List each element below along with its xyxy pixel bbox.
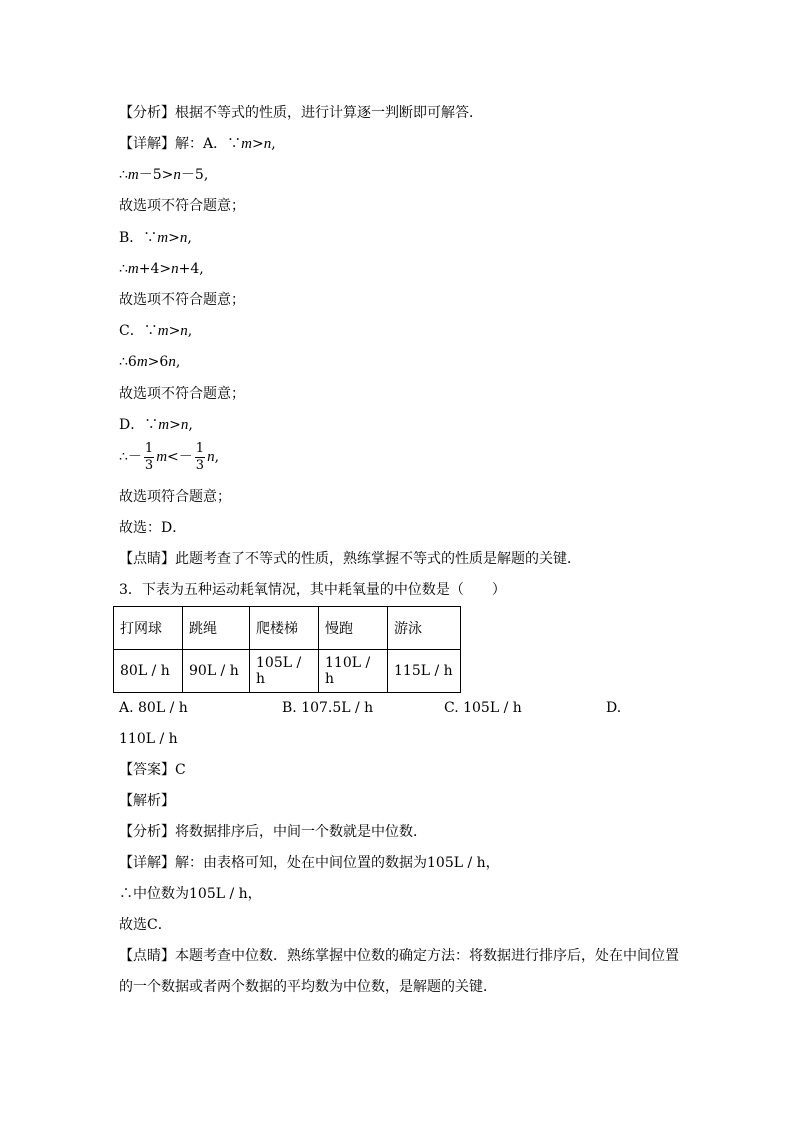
text: ∴ (119, 167, 128, 183)
text: 解：由表格可知，处在中间位置的数据为105L / h， (175, 855, 500, 871)
oxygen-table (113, 606, 461, 693)
answer-line (119, 760, 186, 780)
table-cell: 跳绳 (183, 607, 250, 650)
tag: 【分析】 (119, 105, 175, 121)
var-n: n (180, 417, 189, 433)
conclusion-line: 故选项不符合题意； (119, 198, 245, 214)
var-m: m (157, 323, 169, 339)
option-d: D. (606, 700, 622, 716)
step-line (119, 165, 208, 185)
text: , (271, 136, 276, 152)
text: 将数据排序后，中间一个数就是中位数． (175, 824, 427, 840)
var-n: n (180, 323, 188, 339)
op: > (168, 230, 180, 246)
detail-line-d (119, 415, 193, 435)
var-n: n (171, 261, 179, 277)
tag: 【点睛】 (119, 948, 175, 964)
text: 解：A．∵ (175, 136, 242, 152)
text: ∴ (119, 261, 128, 277)
table-cell: 80L / h (114, 650, 183, 693)
op: > (169, 417, 181, 433)
tag: 【分析】 (119, 824, 175, 840)
step-line-fraction (119, 440, 219, 474)
fraction (144, 441, 154, 474)
text: , (187, 323, 193, 339)
var-m: m (158, 417, 170, 433)
text: －5> (138, 167, 174, 183)
var-m: m (156, 449, 168, 465)
table-cell: 爬楼梯 (250, 607, 319, 650)
text: +4, (178, 261, 204, 277)
var-n: n (207, 449, 215, 465)
var-m: m (127, 261, 139, 277)
op: > (251, 136, 264, 152)
text: ∴6 (119, 354, 137, 370)
option-d-value: 110L / h (119, 731, 178, 747)
var-n: n (263, 136, 272, 152)
numerator: 1 (195, 440, 205, 456)
var-n: n (168, 354, 176, 370)
comment-line (119, 946, 679, 966)
text: +4> (138, 261, 172, 277)
answer-line: 故选C． (119, 917, 172, 933)
table-cell: 110L / h (319, 650, 388, 693)
text: , (175, 354, 181, 370)
table-row (114, 650, 461, 693)
text: 此题考查了不等式的性质，熟练掌握不等式的性质是解题的关键． (175, 551, 581, 567)
tag: 【点睛】 (119, 551, 175, 567)
text: , (188, 417, 193, 433)
denominator: 3 (144, 457, 154, 473)
option-b: B. 107.5L / h (282, 700, 374, 716)
var-m: m (157, 230, 169, 246)
text: <－ (167, 449, 193, 465)
text: , (187, 230, 192, 246)
table-cell: 115L / h (388, 650, 461, 693)
detail-line-a (119, 134, 276, 154)
comment-line-cont: 的一个数据或者两个数据的平均数为中位数，是解题的关键． (119, 979, 497, 995)
table-header-row (114, 607, 461, 650)
step-line (119, 259, 204, 279)
detail-line-b (119, 228, 192, 248)
tag: 【详解】 (119, 136, 175, 152)
answer-value: C (175, 762, 186, 778)
conclusion-line: 故选项不符合题意； (119, 386, 245, 402)
denominator: 3 (195, 457, 205, 473)
question-stem: 3．下表为五种运动耗氧情况，其中耗氧量的中位数是（ ） (119, 582, 506, 598)
var-n: n (179, 230, 188, 246)
option-c: C. 105L / h (444, 700, 522, 716)
comment-line (119, 549, 581, 569)
detail-line (119, 853, 500, 873)
text: －5, (180, 167, 209, 183)
op: > (168, 323, 181, 339)
table-cell: 慢跑 (319, 607, 388, 650)
tag: 【详解】 (119, 855, 175, 871)
text: D．∵ (119, 417, 159, 433)
text: >6 (147, 354, 169, 370)
answer-line: 故选：D． (119, 520, 187, 536)
var-m: m (241, 136, 252, 152)
text: 根据不等式的性质，进行计算逐一判断即可解答． (175, 105, 483, 121)
text: , (214, 449, 220, 465)
option-a: A. 80L / h (119, 700, 188, 716)
table-cell: 游泳 (388, 607, 461, 650)
fraction (195, 441, 205, 474)
text: ∴－ (119, 449, 142, 465)
conclusion-line: 故选项符合题意； (119, 489, 231, 505)
var-n: n (173, 167, 181, 183)
analysis-line (119, 822, 427, 842)
table-cell: 105L / h (250, 650, 319, 693)
table-cell: 打网球 (114, 607, 183, 650)
detail-line-c (119, 321, 192, 341)
tag: 【答案】 (119, 762, 175, 778)
text: 本题考查中位数．熟练掌握中位数的确定方法：将数据进行排序后，处在中间位置 (175, 948, 679, 964)
text: B．∵ (119, 230, 158, 246)
numerator: 1 (144, 440, 154, 456)
var-m: m (127, 167, 139, 183)
conclusion-line: 故选项不符合题意； (119, 292, 245, 308)
var-m: m (136, 354, 148, 370)
table-cell: 90L / h (183, 650, 250, 693)
analysis-line (119, 103, 483, 123)
jiexi-heading: 【解析】 (119, 793, 175, 809)
text: C．∵ (119, 323, 158, 339)
step-line: ∴中位数为105L / h， (119, 886, 262, 902)
step-line (119, 352, 180, 372)
